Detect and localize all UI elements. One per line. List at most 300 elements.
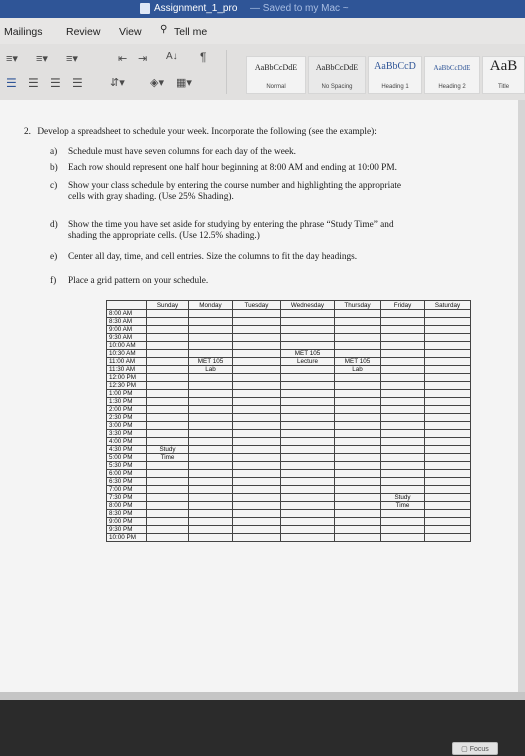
schedule-cell[interactable] [281,318,335,326]
time-cell[interactable]: 1:00 PM [107,390,147,398]
line-spacing-icon[interactable]: ⇵▾ [110,77,125,89]
schedule-cell[interactable] [189,518,233,526]
schedule-cell[interactable] [281,406,335,414]
schedule-cell[interactable] [425,350,471,358]
schedule-cell[interactable] [147,390,189,398]
schedule-cell[interactable] [335,534,381,542]
schedule-cell[interactable] [233,518,281,526]
schedule-cell[interactable] [147,358,189,366]
schedule-cell[interactable] [425,422,471,430]
schedule-cell[interactable] [147,310,189,318]
schedule-cell[interactable] [189,350,233,358]
time-cell[interactable]: 7:00 PM [107,486,147,494]
time-cell[interactable]: 2:30 PM [107,414,147,422]
schedule-cell[interactable] [425,406,471,414]
schedule-cell[interactable] [381,534,425,542]
table-row [107,414,471,422]
schedule-cell[interactable] [425,438,471,446]
schedule-cell[interactable] [425,374,471,382]
schedule-cell[interactable] [147,534,189,542]
schedule-cell[interactable] [425,326,471,334]
decrease-indent-icon[interactable]: ⇤ [118,53,128,65]
status-bar [0,692,525,700]
schedule-cell[interactable] [335,310,381,318]
focus-button[interactable]: ▢ Focus [452,742,498,755]
schedule-cell[interactable] [281,454,335,462]
table-row [107,382,471,390]
schedule-cell[interactable] [147,398,189,406]
schedule-cell[interactable] [425,510,471,518]
schedule-cell[interactable] [281,478,335,486]
schedule-cell[interactable] [147,494,189,502]
tab-review[interactable]: Review [66,26,101,38]
schedule-cell[interactable] [335,486,381,494]
schedule-cell[interactable] [381,422,425,430]
time-cell[interactable]: 5:00 PM [107,454,147,462]
schedule-cell[interactable] [425,478,471,486]
table-row [107,446,471,454]
bullets-list-icon[interactable]: ≡▾ [6,53,18,65]
schedule-cell[interactable] [335,518,381,526]
schedule-cell[interactable] [425,462,471,470]
schedule-cell[interactable] [381,478,425,486]
schedule-cell[interactable] [381,526,425,534]
schedule-cell[interactable] [425,358,471,366]
schedule-cell[interactable] [335,438,381,446]
schedule-cell[interactable] [233,350,281,358]
schedule-cell[interactable] [147,430,189,438]
schedule-cell[interactable] [147,510,189,518]
schedule-cell[interactable] [233,342,281,350]
schedule-cell[interactable] [281,334,335,342]
schedule-cell[interactable] [147,486,189,494]
style-title[interactable]: AaB Title [482,56,525,94]
schedule-cell[interactable] [381,406,425,414]
time-cell[interactable]: 8:00 AM [107,310,147,318]
multilevel-list-icon[interactable]: ≡▾ [66,53,78,65]
schedule-cell[interactable] [381,358,425,366]
schedule-cell[interactable] [189,318,233,326]
schedule-cell[interactable] [189,478,233,486]
table-row [107,406,471,414]
schedule-cell[interactable] [281,486,335,494]
schedule-cell[interactable] [189,510,233,518]
schedule-cell[interactable] [147,334,189,342]
schedule-cell[interactable] [425,390,471,398]
increase-indent-icon[interactable]: ⇥ [138,53,148,65]
schedule-cell[interactable] [147,350,189,358]
table-row [107,398,471,406]
time-cell[interactable]: 9:00 PM [107,518,147,526]
header-wednesday: Wednesday [281,301,335,310]
schedule-cell[interactable] [335,414,381,422]
borders-icon[interactable]: ▦▾ [176,77,192,89]
time-cell[interactable]: 11:00 AM [107,358,147,366]
schedule-cell[interactable] [147,518,189,526]
schedule-cell[interactable] [335,446,381,454]
time-cell[interactable]: 6:00 PM [107,470,147,478]
schedule-cell[interactable] [381,390,425,398]
schedule-cell[interactable] [281,502,335,510]
schedule-cell[interactable] [233,486,281,494]
schedule-cell[interactable] [281,534,335,542]
schedule-cell[interactable] [233,326,281,334]
time-cell[interactable]: 7:30 PM [107,494,147,502]
schedule-cell[interactable]: Lab [189,366,233,374]
schedule-cell[interactable] [335,374,381,382]
schedule-cell[interactable] [425,342,471,350]
tab-view[interactable]: View [119,26,142,38]
schedule-cell[interactable] [425,534,471,542]
schedule-cell[interactable] [189,446,233,454]
schedule-cell[interactable] [189,526,233,534]
tell-me-search[interactable]: Tell me [174,26,208,38]
schedule-cell[interactable] [281,382,335,390]
document-page[interactable] [0,100,518,753]
schedule-cell[interactable] [425,430,471,438]
schedule-cell[interactable] [147,478,189,486]
ribbon-toolbar [0,44,525,101]
align-right-icon[interactable]: ☰ [50,76,61,90]
window-title: Assignment_1_pro [154,3,238,14]
schedule-cell[interactable] [233,478,281,486]
schedule-cell[interactable] [189,486,233,494]
schedule-cell[interactable] [335,462,381,470]
schedule-cell[interactable] [189,390,233,398]
time-cell[interactable]: 3:30 PM [107,430,147,438]
schedule-cell[interactable] [233,318,281,326]
style-heading-1[interactable]: AaBbCcD Heading 1 [368,56,422,94]
header-sunday: Sunday [147,301,189,310]
schedule-cell[interactable] [335,494,381,502]
schedule-cell[interactable] [381,350,425,358]
schedule-cell[interactable] [381,366,425,374]
schedule-cell[interactable] [233,526,281,534]
schedule-cell[interactable] [281,310,335,318]
vertical-scrollbar[interactable] [518,100,525,692]
schedule-cell[interactable] [425,366,471,374]
schedule-cell[interactable] [335,510,381,518]
schedule-cell[interactable] [281,430,335,438]
schedule-cell[interactable] [381,310,425,318]
schedule-cell[interactable] [233,334,281,342]
schedule-cell[interactable] [233,502,281,510]
time-cell[interactable]: 12:30 PM [107,382,147,390]
schedule-cell[interactable] [335,398,381,406]
schedule-cell[interactable] [381,326,425,334]
style-no-spacing[interactable]: AaBbCcDdE No Spacing [308,56,366,94]
schedule-cell[interactable] [147,502,189,510]
schedule-cell[interactable] [189,438,233,446]
schedule-cell[interactable] [189,502,233,510]
schedule-cell[interactable] [335,478,381,486]
list-item-a: a) Schedule must have seven columns for each day of the week. [50,147,296,157]
schedule-cell[interactable] [281,414,335,422]
time-cell[interactable]: 2:00 PM [107,406,147,414]
schedule-cell[interactable] [425,446,471,454]
schedule-cell[interactable] [189,454,233,462]
table-row [107,350,471,358]
list-item-c: c) Show your class schedule by entering the course number and highlighting the appropriate cells with gray shading. (Use 25% Shading). [50,181,402,202]
table-row [107,326,471,334]
time-cell[interactable]: 5:30 PM [107,462,147,470]
schedule-cell[interactable] [233,462,281,470]
schedule-cell[interactable] [425,494,471,502]
schedule-cell[interactable] [233,390,281,398]
schedule-cell[interactable] [425,310,471,318]
schedule-cell[interactable] [233,398,281,406]
time-cell[interactable]: 6:30 PM [107,478,147,486]
schedule-cell[interactable] [233,414,281,422]
table-row [107,526,471,534]
schedule-cell[interactable] [335,334,381,342]
schedule-cell[interactable] [233,422,281,430]
schedule-cell[interactable] [147,414,189,422]
align-center-icon[interactable]: ☰ [28,76,39,90]
schedule-cell[interactable] [147,374,189,382]
schedule-cell[interactable] [335,390,381,398]
table-row [107,374,471,382]
time-cell[interactable]: 9:30 AM [107,334,147,342]
time-cell[interactable]: 9:00 AM [107,326,147,334]
schedule-cell[interactable]: MET 105 [281,350,335,358]
schedule-cell[interactable] [281,374,335,382]
schedule-cell[interactable] [233,382,281,390]
schedule-cell[interactable]: Study [381,494,425,502]
question-heading: 2. Develop a spreadsheet to schedule your week. Incorporate the following (see the example): [24,127,377,137]
schedule-cell[interactable] [189,462,233,470]
schedule-cell[interactable] [381,438,425,446]
schedule-cell[interactable] [381,486,425,494]
table-row [107,462,471,470]
schedule-cell[interactable] [381,430,425,438]
schedule-cell[interactable] [147,438,189,446]
time-cell[interactable]: 10:00 PM [107,534,147,542]
schedule-cell[interactable] [147,406,189,414]
schedule-cell[interactable] [425,470,471,478]
time-cell[interactable]: 3:00 PM [107,422,147,430]
schedule-cell[interactable] [381,470,425,478]
schedule-cell[interactable] [189,406,233,414]
schedule-cell[interactable] [425,334,471,342]
schedule-cell[interactable] [281,518,335,526]
schedule-cell[interactable] [189,326,233,334]
schedule-cell[interactable] [147,318,189,326]
ribbon-separator [226,50,227,94]
table-row [107,478,471,486]
schedule-cell[interactable] [335,350,381,358]
time-cell[interactable]: 8:30 PM [107,510,147,518]
schedule-cell[interactable] [189,398,233,406]
table-header-row [107,301,471,310]
schedule-cell[interactable] [233,510,281,518]
schedule-cell[interactable] [281,326,335,334]
schedule-cell[interactable] [335,406,381,414]
schedule-cell[interactable] [147,422,189,430]
schedule-cell[interactable] [425,398,471,406]
schedule-cell[interactable] [381,342,425,350]
schedule-cell[interactable] [233,310,281,318]
schedule-cell[interactable] [335,422,381,430]
time-cell[interactable]: 8:00 PM [107,502,147,510]
schedule-cell[interactable] [147,326,189,334]
schedule-cell[interactable] [381,446,425,454]
schedule-cell[interactable]: Lecture [281,358,335,366]
schedule-cell[interactable] [381,334,425,342]
table-row [107,494,471,502]
schedule-cell[interactable] [189,414,233,422]
schedule-cell[interactable] [233,454,281,462]
schedule-cell[interactable] [189,374,233,382]
document-area [0,100,518,753]
time-cell[interactable]: 10:00 AM [107,342,147,350]
list-item-d: d) Show the time you have set aside for studying by entering the phrase “Study Time” and shading the appropriate cells. (Use 12.5% shading.) [50,220,394,241]
lightbulb-icon: ⚲ [160,24,168,35]
time-cell[interactable]: 9:30 PM [107,526,147,534]
schedule-cell[interactable] [425,454,471,462]
schedule-cell[interactable] [335,326,381,334]
table-row [107,334,471,342]
sort-icon[interactable]: A↓ [166,51,178,62]
schedule-cell[interactable] [233,406,281,414]
table-row [107,422,471,430]
schedule-cell[interactable] [233,494,281,502]
style-heading-2[interactable]: AaBbCcDdE Heading 2 [424,56,480,94]
schedule-cell[interactable]: Time [381,502,425,510]
schedule-cell[interactable] [233,366,281,374]
schedule-cell[interactable] [381,510,425,518]
schedule-cell[interactable] [335,430,381,438]
numbered-list-icon[interactable]: ≡▾ [36,53,48,65]
time-cell[interactable]: 10:30 AM [107,350,147,358]
schedule-cell[interactable] [233,470,281,478]
schedule-cell[interactable] [425,518,471,526]
schedule-cell[interactable] [425,414,471,422]
schedule-cell[interactable]: MET 105 [335,358,381,366]
schedule-cell[interactable] [425,486,471,494]
schedule-cell[interactable] [381,462,425,470]
schedule-cell[interactable] [233,374,281,382]
schedule-cell[interactable] [147,342,189,350]
schedule-cell[interactable] [335,526,381,534]
time-cell[interactable]: 11:30 AM [107,366,147,374]
schedule-cell[interactable] [147,366,189,374]
schedule-cell[interactable] [381,382,425,390]
schedule-cell[interactable] [335,502,381,510]
schedule-cell[interactable] [147,462,189,470]
table-row [107,518,471,526]
schedule-cell[interactable] [281,494,335,502]
align-left-icon[interactable]: ☰ [6,76,17,90]
schedule-cell[interactable] [425,382,471,390]
schedule-cell[interactable] [233,446,281,454]
schedule-cell[interactable] [381,518,425,526]
schedule-cell[interactable] [335,342,381,350]
schedule-cell[interactable] [381,414,425,422]
table-row [107,342,471,350]
table-row [107,454,471,462]
schedule-cell[interactable] [281,390,335,398]
schedule-table [106,300,471,542]
schedule-cell[interactable] [147,526,189,534]
table-row [107,430,471,438]
schedule-cell[interactable] [281,470,335,478]
time-cell[interactable]: 8:30 AM [107,318,147,326]
table-row [107,358,471,366]
schedule-cell[interactable] [281,526,335,534]
schedule-cell[interactable] [189,494,233,502]
table-row [107,366,471,374]
schedule-cell[interactable] [281,398,335,406]
time-cell[interactable]: 1:30 PM [107,398,147,406]
schedule-cell[interactable] [147,382,189,390]
schedule-cell[interactable] [233,534,281,542]
focus-icon: ▢ [461,746,468,753]
schedule-cell[interactable]: Lab [335,366,381,374]
schedule-cell[interactable] [189,422,233,430]
schedule-cell[interactable] [381,454,425,462]
schedule-cell[interactable] [281,366,335,374]
schedule-cell[interactable] [335,382,381,390]
schedule-cell[interactable] [335,454,381,462]
schedule-cell[interactable] [381,318,425,326]
time-cell[interactable]: 4:00 PM [107,438,147,446]
schedule-cell[interactable] [281,446,335,454]
schedule-cell[interactable] [189,430,233,438]
schedule-cell[interactable] [381,374,425,382]
table-row [107,390,471,398]
schedule-cell[interactable]: Time [147,454,189,462]
schedule-cell[interactable] [189,470,233,478]
schedule-cell[interactable] [233,358,281,366]
ribbon-tabs [0,18,525,44]
schedule-cell[interactable] [281,422,335,430]
schedule-cell[interactable] [147,470,189,478]
schedule-cell[interactable] [189,310,233,318]
table-row [107,534,471,542]
schedule-cell[interactable] [425,502,471,510]
schedule-cell[interactable] [189,534,233,542]
schedule-cell[interactable] [233,438,281,446]
schedule-cell[interactable] [233,430,281,438]
justify-icon[interactable]: ☰ [72,76,83,90]
header-tuesday: Tuesday [233,301,281,310]
table-row [107,470,471,478]
schedule-cell[interactable] [381,398,425,406]
schedule-cell[interactable] [189,382,233,390]
schedule-cell[interactable] [189,342,233,350]
list-item-b: b) Each row should represent one half hour beginning at 8:00 AM and ending at 10:00 PM. [50,163,397,173]
pilcrow-icon[interactable]: ¶ [200,50,207,64]
list-item-e: e) Center all day, time, and cell entries. Size the columns to fit the day headings. [50,252,358,262]
schedule-cell[interactable] [425,526,471,534]
schedule-cell[interactable] [335,318,381,326]
time-cell[interactable]: 12:00 PM [107,374,147,382]
tab-mailings[interactable]: Mailings [4,26,43,38]
time-cell[interactable]: 4:30 PM [107,446,147,454]
schedule-cell[interactable] [335,470,381,478]
schedule-cell[interactable] [281,462,335,470]
schedule-cell[interactable]: Study [147,446,189,454]
schedule-cell[interactable] [281,510,335,518]
schedule-cell[interactable] [425,318,471,326]
schedule-cell[interactable]: MET 105 [189,358,233,366]
schedule-cell[interactable] [281,438,335,446]
schedule-cell[interactable] [189,334,233,342]
style-normal[interactable]: AaBbCcDdE Normal [246,56,306,94]
schedule-cell[interactable] [281,342,335,350]
shading-icon[interactable]: ◈▾ [150,77,164,89]
